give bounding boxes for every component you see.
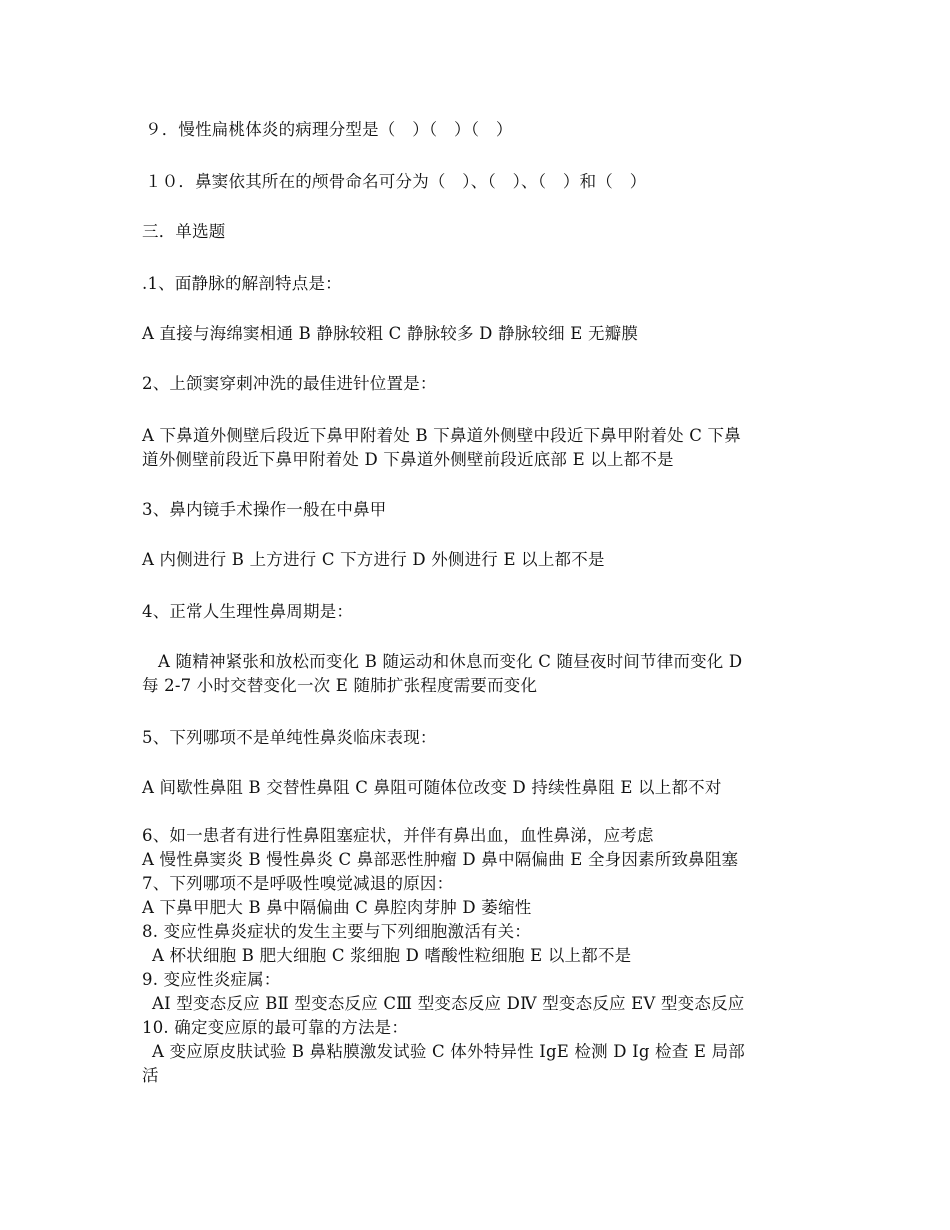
question-5-options: A 间歇性鼻阻 B 交替性鼻阻 C 鼻阻可随体位改变 D 持续性鼻阻 E 以上都不对	[142, 778, 722, 797]
fill-blank-question-9: ９．慢性扁桃体炎的病理分型是（ ）（ ）（ ）	[145, 120, 513, 139]
question-7-stem: 7、下列哪项不是呼吸性嗅觉减退的原因：	[142, 874, 454, 893]
question-10-options-line2: 活	[142, 1066, 159, 1085]
question-6-stem: 6、如一患者有进行性鼻阻塞症状，并伴有鼻出血，血性鼻涕，应考虑	[142, 826, 654, 845]
question-8-stem: 8. 变应性鼻炎症状的发生主要与下列细胞激活有关：	[142, 922, 531, 941]
question-7-options: A 下鼻甲肥大 B 鼻中隔偏曲 C 鼻腔肉芽肿 D 萎缩性	[142, 898, 532, 917]
question-5-stem: 5、下列哪项不是单纯性鼻炎临床表现：	[142, 728, 437, 747]
question-3-stem: 3、鼻内镜手术操作一般在中鼻甲	[142, 500, 387, 519]
question-4-options-line1: A 随精神紧张和放松而变化 B 随运动和休息而变化 C 随昼夜时间节律而变化 D	[158, 652, 743, 671]
question-4-options-line2: 每 2-7 小时交替变化一次 E 随肺扩张程度需要而变化	[142, 676, 538, 695]
question-4-stem: 4、正常人生理性鼻周期是：	[142, 602, 354, 621]
question-1-options: A 直接与海绵窦相通 B 静脉较粗 C 静脉较多 D 静脉较细 E 无瓣膜	[142, 324, 639, 343]
question-10-stem: 10. 确定变应原的最可靠的方法是：	[142, 1018, 409, 1037]
question-3-options: A 内侧进行 B 上方进行 C 下方进行 D 外侧进行 E 以上都不是	[142, 550, 605, 569]
section-title: 三．单选题	[142, 222, 226, 241]
question-2-stem: 2、上颌窦穿刺冲洗的最佳进针位置是：	[142, 374, 437, 393]
question-2-options-line2: 道外侧壁前段近下鼻甲附着处 D 下鼻道外侧壁前段近底部 E 以上都不是	[142, 450, 674, 469]
question-9-stem: 9. 变应性炎症属：	[142, 970, 281, 989]
question-9-options: AⅠ 型变态反应 BⅡ 型变态反应 CⅢ 型变态反应 DⅣ 型变态反应 EⅤ 型变态反应	[152, 994, 745, 1013]
question-10-options-line1: A 变应原皮肤试验 B 鼻粘膜激发试验 C 体外特异性 IgE 检测 D Ig 检查 E 局部	[152, 1042, 745, 1061]
fill-blank-question-10: １０．鼻窦依其所在的颅骨命名可分为（ ）、（ ）、（ ）和（ ）	[145, 172, 647, 191]
question-2-options-line1: A 下鼻道外侧壁后段近下鼻甲附着处 B 下鼻道外侧壁中段近下鼻甲附着处 C 下鼻	[142, 426, 741, 445]
question-6-options: A 慢性鼻窦炎 B 慢性鼻炎 C 鼻部恶性肿瘤 D 鼻中隔偏曲 E 全身因素所致鼻阻塞	[142, 850, 739, 869]
question-8-options: A 杯状细胞 B 肥大细胞 C 浆细胞 D 嗜酸性粒细胞 E 以上都不是	[152, 946, 632, 965]
question-1-stem: .1、面静脉的解剖特点是：	[142, 274, 342, 293]
